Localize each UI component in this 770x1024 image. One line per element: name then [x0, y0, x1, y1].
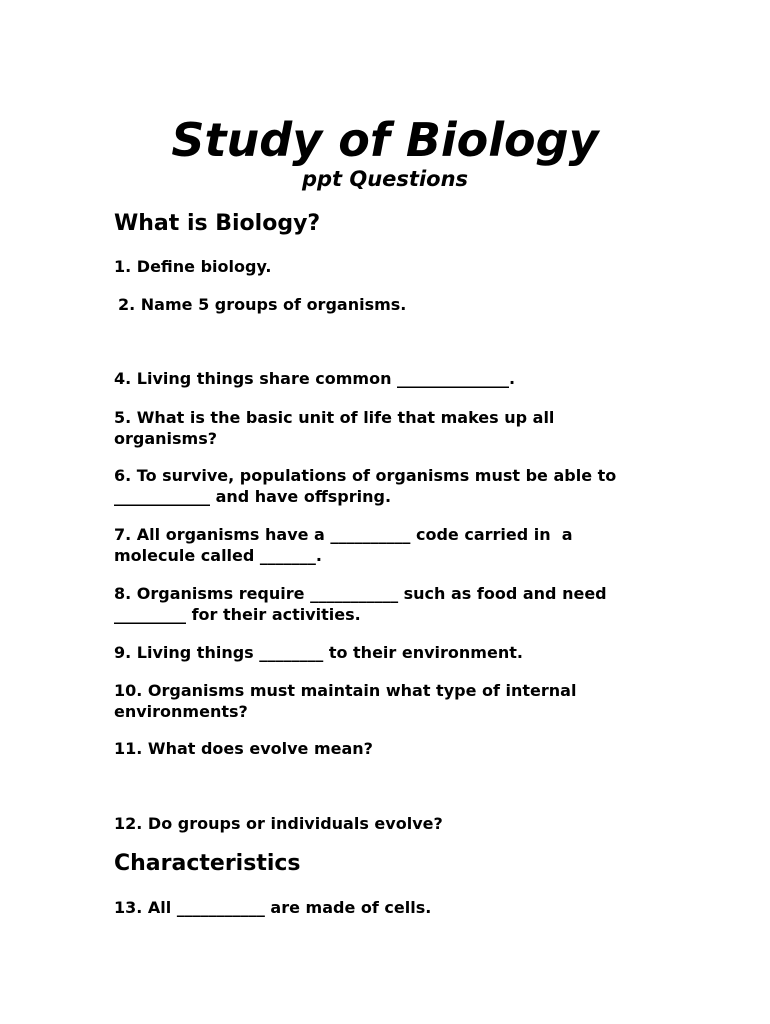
question-1: 1. Define biology. — [114, 257, 272, 276]
question-9: 9. Living things ________ to their environment. — [114, 643, 523, 662]
section-heading-characteristics: Characteristics — [114, 851, 301, 876]
question-6: 6. To survive, populations of organisms must be able to ____________ and have offspring. — [114, 466, 622, 506]
document-title: Study of Biology — [171, 113, 599, 167]
question-10: 10. Organisms must maintain what type of internal environments? — [114, 681, 583, 721]
question-5: 5. What is the basic unit of life that makes up all organisms? — [114, 408, 560, 448]
section-heading-what-is-biology: What is Biology? — [114, 211, 321, 236]
question-13: 13. All ___________ are made of cells. — [114, 898, 432, 917]
question-8: 8. Organisms require ___________ such as food and need _________ for their activities. — [114, 584, 613, 624]
question-4: 4. Living things share common ______________. — [114, 369, 516, 388]
question-2: 2. Name 5 groups of organisms. — [118, 295, 407, 314]
question-11: 11. What does evolve mean? — [114, 739, 373, 758]
question-7: 7. All organisms have a __________ code carried in a molecule called _______. — [114, 525, 579, 565]
document-subtitle: ppt Questions — [301, 167, 469, 191]
question-12: 12. Do groups or individuals evolve? — [114, 814, 443, 833]
